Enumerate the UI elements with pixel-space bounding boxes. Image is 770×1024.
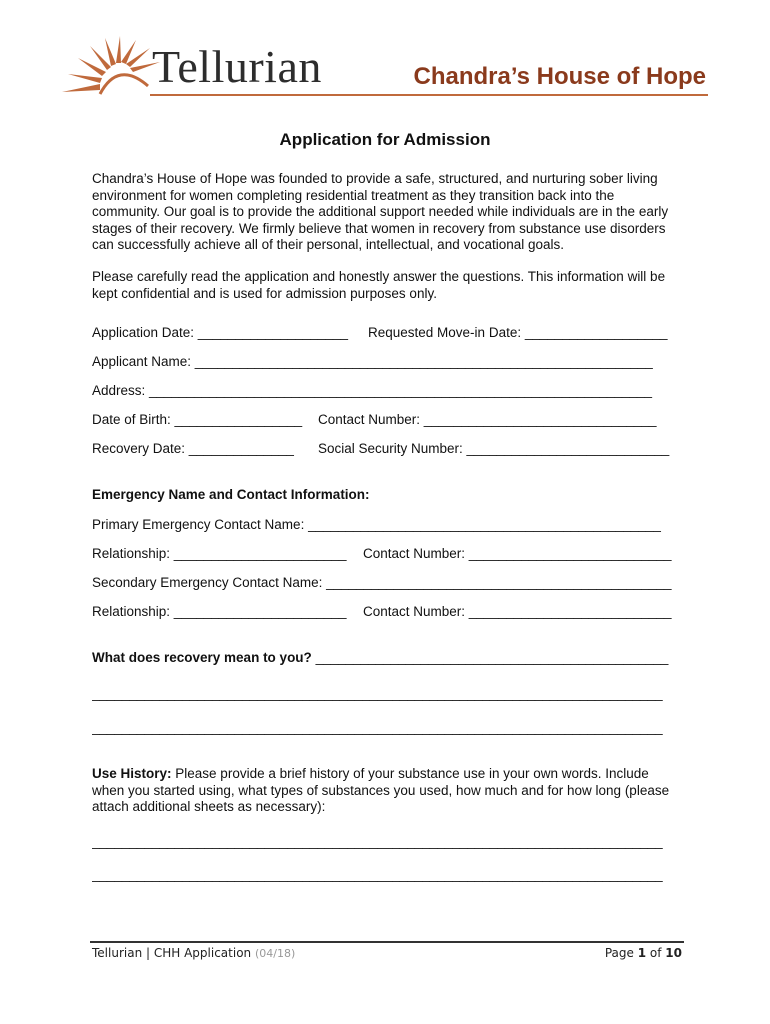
footer-label: [92, 946, 295, 960]
recovery-date-row: [92, 440, 684, 458]
relationship-field-2[interactable]: Relationship: _______________________: [92, 604, 347, 619]
use-history-paragraph: [92, 766, 682, 816]
move-in-date-field[interactable]: Requested Move-in Date: ___________________: [368, 325, 668, 340]
house-title: Chandra’s House of Hope: [413, 63, 706, 90]
page-number: [605, 946, 682, 960]
recovery-question: What does recovery mean to you?: [92, 650, 316, 665]
recovery-answer-line-2[interactable]: ____________________________________________________________________________: [92, 720, 663, 735]
primary-contact-row: [92, 516, 684, 534]
page-title: Application for Admission: [279, 130, 491, 149]
relationship-field-1[interactable]: Relationship: _______________________: [92, 546, 347, 561]
secondary-contact-field[interactable]: Secondary Emergency Contact Name: ______________________________________________: [92, 575, 672, 590]
page-of: of: [646, 946, 666, 960]
ssn-field[interactable]: Social Security Number: ___________________________: [318, 441, 670, 456]
emergency-heading: Emergency Name and Contact Information:: [92, 487, 370, 502]
use-history-label: Use History:: [92, 766, 172, 781]
sunburst-icon: [60, 34, 160, 100]
contact-number-field-1[interactable]: Contact Number: ___________________________: [363, 546, 672, 561]
brand-wordmark: Tellurian: [152, 41, 322, 92]
recovery-answer-blank[interactable]: _______________________________________________: [315, 650, 669, 665]
dob-row: [92, 411, 684, 429]
recovery-date-field[interactable]: Recovery Date: ______________: [92, 441, 294, 456]
recovery-answer-line-1[interactable]: ____________________________________________________________________________: [92, 686, 663, 701]
address-row: [92, 382, 684, 400]
application-date-field[interactable]: Application Date: ____________________: [92, 325, 348, 340]
contact-number-field[interactable]: Contact Number: _______________________________: [318, 412, 657, 427]
contact-number-field-2[interactable]: Contact Number: ___________________________: [363, 604, 672, 619]
page-total: 10: [665, 946, 682, 960]
applicant-name-row: [92, 353, 684, 371]
footer-doc-name: Tellurian | CHH Application: [92, 946, 255, 960]
instructions-paragraph: Please carefully read the application and honestly answer the questions. This information will be kept confidential and is used for admission purposes only.: [92, 269, 666, 301]
recovery-question-row: [92, 649, 684, 667]
use-history-line-1[interactable]: ____________________________________________________________________________: [92, 834, 663, 849]
applicant-name-field[interactable]: Applicant Name: _____________________________________________________________: [92, 354, 653, 369]
address-field[interactable]: Address: ___________________________________________________________________: [92, 383, 653, 398]
use-history-text: Please provide a brief history of your substance use in your own words. Include when you started using, what types of substances you used, how much and for how long (please attach additional sheets as necessary):: [92, 766, 670, 814]
footer-divider: [90, 941, 684, 943]
footer-date: (04/18): [254, 947, 296, 960]
page-prefix: Page: [604, 946, 638, 960]
secondary-contact-row: [92, 574, 684, 592]
application-date-row: [92, 324, 684, 342]
page-current: 1: [637, 946, 647, 960]
intro-paragraph: Chandra’s House of Hope was founded to provide a safe, structured, and nurturing sober living environment for women completing residential treatment as they transition back into the community. Our goal is to provide the additional support needed while individuals are in the early stages of their recovery. We firmly believe that women in recovery from substance use disorders can successfully achieve all of their personal, intellectual, and vocational goals.: [92, 171, 669, 252]
dob-field[interactable]: Date of Birth: _________________: [92, 412, 303, 427]
header-divider: [150, 94, 708, 96]
relationship-row-2: [92, 603, 684, 621]
use-history-line-2[interactable]: ____________________________________________________________________________: [92, 867, 663, 882]
relationship-row-1: [92, 545, 684, 563]
primary-contact-field[interactable]: Primary Emergency Contact Name: _______________________________________________: [92, 517, 661, 532]
tellurian-logo: [60, 34, 360, 100]
